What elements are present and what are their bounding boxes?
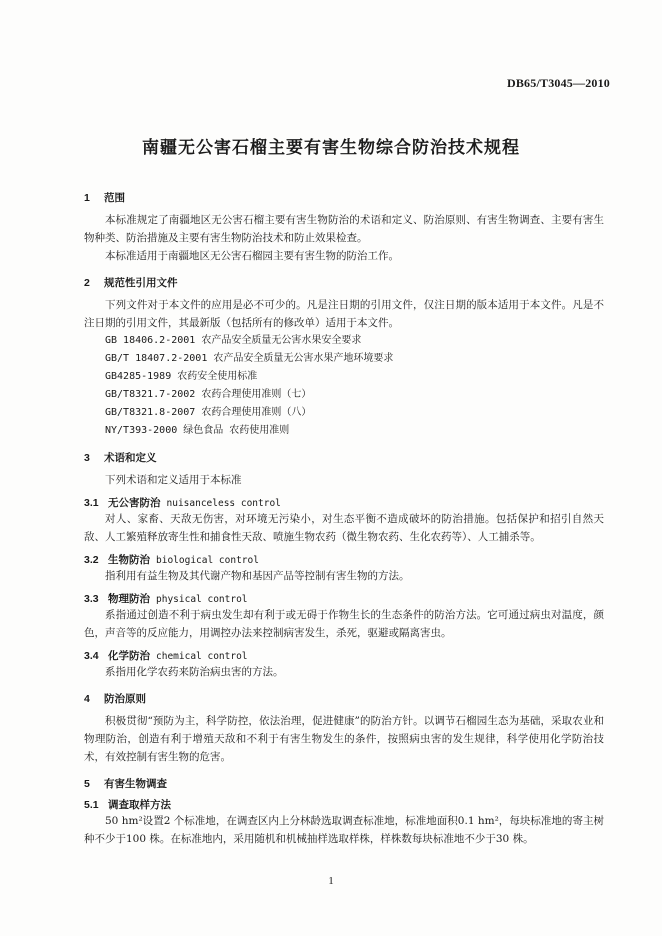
paragraph: 下列文件对于本文件的应用是必不可少的。凡是注日期的引用文件，仅注日期的版本适用于本文件。凡是不注日期的引用文件，其最新版（包括所有的修改单）适用于本文件。 — [84, 299, 604, 329]
section-number: 1 — [84, 192, 90, 204]
reference-item: NY/T393-2000 绿色食品 农药使用准则 — [105, 425, 290, 436]
reference-item: GB/T8321.7-2002 农药合理使用准则（七） — [105, 389, 312, 400]
paragraph: 本标准适用于南疆地区无公害石榴园主要有害生物的防治工作。 — [105, 250, 399, 262]
standard-code: DB65/T3045—2010 — [506, 76, 610, 90]
section-2-heading — [84, 275, 604, 290]
page-number: 1 — [328, 875, 334, 887]
paragraph: 下列术语和定义适用于本标准 — [105, 474, 242, 486]
term-definition: 对人、家畜、天敌无伤害，对环境无污染小，对生态平衡不造成破坏的防治措施。包括保护和招引自然天敌、人工繁殖释放寄生性和捕食性天敌、喷施生物农药（微生物农药、生化农药等）、人工捕杀等。 — [84, 513, 604, 543]
section-5-heading — [84, 776, 604, 791]
section-4-heading — [84, 691, 604, 706]
reference-item: GB/T8321.8-2007 农药合理使用准则（八） — [105, 407, 312, 418]
section-title: 有害生物调查 — [104, 778, 167, 790]
term-cn: 物理防治 — [108, 593, 150, 605]
paragraph: 50 hm²设置2 个标准地，在调查区内上分林龄选取调查标准地，标准地面积0.1 hm²，每块标准地的寄主树种不少于100 株。在标准地内，采用随机和机械抽样选取样株，样株数每块标准地不少于30 株。 — [84, 815, 604, 845]
section-number: 5 — [84, 778, 90, 790]
term-3-4-heading — [84, 648, 604, 663]
term-number: 3.1 — [84, 497, 99, 509]
section-title: 术语和定义 — [104, 452, 157, 464]
term-cn: 无公害防治 — [108, 497, 161, 509]
section-title: 防治原则 — [104, 693, 146, 705]
term-number: 3.3 — [84, 593, 99, 605]
term-number: 3.2 — [84, 554, 99, 566]
subsection-5-1-heading — [84, 797, 604, 812]
term-cn: 生物防治 — [108, 554, 150, 566]
reference-item: GB4285-1989 农药安全使用标准 — [105, 371, 258, 382]
term-definition: 系指通过创造不利于病虫发生却有利于或无碍于作物生长的生态条件的防治方法。它可通过病虫对温度，颜色，声音等的反应能力，用调控办法来控制病害发生，杀死，驱避或隔离害虫。 — [84, 609, 604, 639]
term-3-3-heading — [84, 591, 604, 606]
paragraph: 积极贯彻“预防为主，科学防控，依法治理，促进健康”的防治方针。以调节石榴园生态为基础，采取农业和物理防治，创造有利于增殖天敌和不利于有害生物发生的条件，按照病虫害的发生规律，科学使用化学防治技术，有效控制有害生物的危害。 — [84, 715, 604, 763]
reference-item: GB/T 18407.2-2001 农产品安全质量无公害水果产地环境要求 — [105, 353, 394, 364]
reference-item: GB 18406.2-2001 农产品安全质量无公害水果安全要求 — [105, 335, 362, 346]
section-3-heading — [84, 450, 604, 465]
subsection-title: 调查取样方法 — [108, 799, 171, 811]
term-3-2-heading — [84, 552, 604, 567]
paragraph: 本标准规定了南疆地区无公害石榴主要有害生物防治的术语和定义、防治原则、有害生物调查、主要有害生物种类、防治措施及主要有害生物防治技术和防止效果检查。 — [84, 214, 604, 244]
term-en: chemical control — [156, 651, 248, 662]
term-definition: 系指用化学农药来防治病虫害的方法。 — [105, 666, 284, 678]
document-body — [84, 190, 604, 848]
section-1-heading — [84, 190, 604, 205]
term-number: 3.4 — [84, 650, 99, 662]
term-en: physical control — [156, 594, 248, 605]
subsection-number: 5.1 — [84, 799, 99, 811]
term-en: biological control — [156, 555, 259, 566]
section-number: 3 — [84, 452, 90, 464]
term-cn: 化学防治 — [108, 650, 150, 662]
section-number: 4 — [84, 693, 90, 705]
term-definition: 指利用有益生物及其代谢产物和基因产品等控制有害生物的方法。 — [105, 570, 410, 582]
section-number: 2 — [84, 277, 90, 289]
term-en: nuisanceless control — [166, 498, 281, 509]
section-title: 规范性引用文件 — [104, 277, 178, 289]
term-3-1-heading — [84, 495, 604, 510]
section-title: 范围 — [104, 192, 125, 204]
document-title: 南疆无公害石榴主要有害生物综合防治技术规程 — [142, 138, 520, 158]
